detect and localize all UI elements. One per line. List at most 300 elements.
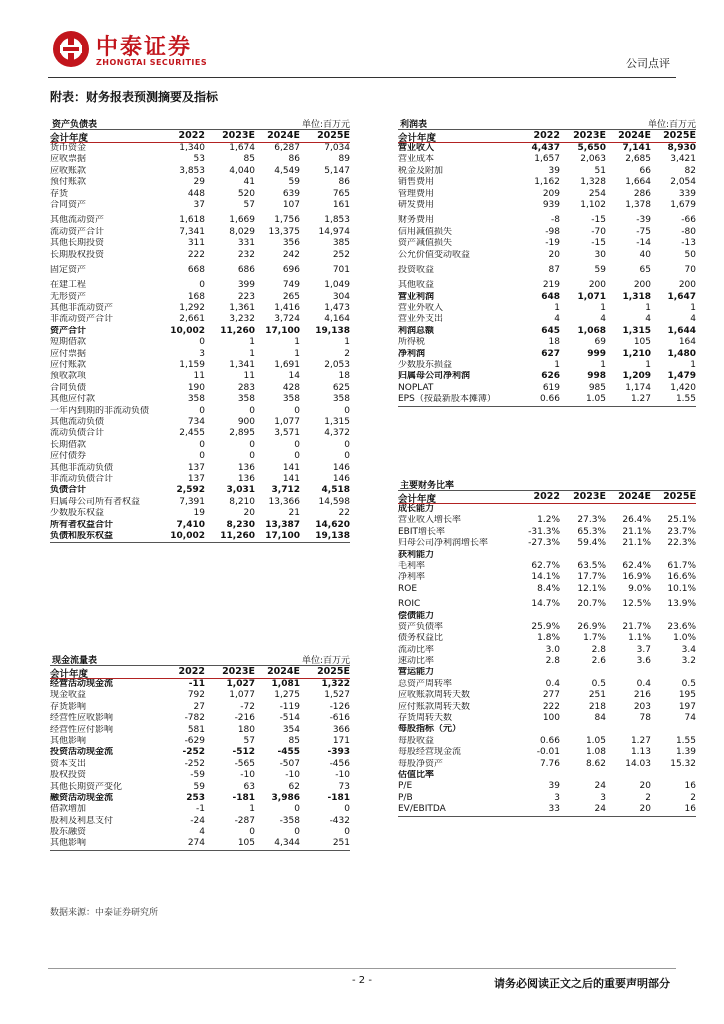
- row-label: 其他非流动资产: [50, 303, 114, 314]
- row-value: 625: [332, 382, 350, 393]
- row-value: 85: [243, 154, 255, 165]
- row-value: -19: [545, 238, 560, 249]
- row-value: 222: [542, 701, 560, 712]
- table-row: [398, 238, 696, 249]
- row-value: 62.7%: [531, 560, 560, 571]
- row-value: 105: [633, 337, 651, 348]
- row-value: 1,275: [274, 690, 300, 701]
- table-row: [50, 497, 350, 508]
- row-value: 304: [332, 291, 350, 302]
- row-value: -287: [234, 815, 255, 826]
- row-value: 1,420: [670, 382, 696, 393]
- row-value: -782: [184, 713, 205, 724]
- table-row: [398, 227, 696, 238]
- row-label: 投资活动现金流: [50, 747, 114, 758]
- column-header-year: 2025E: [663, 130, 696, 141]
- row-label: 流动负债合计: [50, 428, 105, 439]
- page-header: [0, 0, 724, 80]
- row-value: 7,034: [324, 143, 350, 153]
- row-value: 385: [332, 238, 350, 249]
- row-value: 1,027: [226, 679, 255, 689]
- row-value: 63.5%: [577, 560, 606, 571]
- row-label: 应收账款: [50, 165, 87, 176]
- row-value: 4,518: [321, 485, 350, 496]
- row-value: 39: [548, 781, 560, 792]
- table-row: [50, 816, 350, 827]
- row-value: 277: [542, 690, 560, 701]
- table-row: [50, 189, 350, 200]
- row-label: 少数股东权益: [50, 508, 105, 519]
- row-value: 4,164: [324, 314, 350, 325]
- row-label: 营业外收入: [398, 303, 444, 314]
- row-value: 2,895: [229, 428, 255, 439]
- row-value: 1.1%: [628, 633, 651, 644]
- row-label: 合同负债: [50, 382, 87, 393]
- table-row: [398, 143, 696, 154]
- row-label: 应收账款周转天数: [398, 690, 471, 701]
- table-row: [50, 143, 350, 154]
- row-value: 339: [678, 188, 696, 199]
- row-value: 3,853: [179, 165, 205, 176]
- row-value: 4: [645, 314, 651, 325]
- row-value: 65.3%: [577, 526, 606, 537]
- table-row: [50, 227, 350, 238]
- row-value: 1,315: [622, 325, 651, 336]
- row-value: 69: [594, 337, 606, 348]
- table-row: [398, 690, 696, 701]
- income-statement-table: [398, 116, 696, 407]
- row-label: 归属母公司所有者权益: [50, 496, 141, 507]
- row-value: 22.3%: [667, 538, 696, 549]
- row-value: 18: [548, 337, 560, 348]
- row-value: 1.27: [630, 394, 651, 405]
- row-value: 137: [187, 462, 205, 473]
- row-value: 0.66: [539, 394, 560, 405]
- row-label: 营运能力: [398, 667, 435, 678]
- row-value: 136: [237, 462, 255, 473]
- row-value: 20: [243, 508, 255, 519]
- table-row: [398, 736, 696, 747]
- table-row: [398, 394, 696, 406]
- table-row: [398, 326, 696, 337]
- row-value: [560, 504, 606, 515]
- row-label: 非流动负债合计: [50, 473, 114, 484]
- table-title: 资产负债表: [52, 120, 98, 130]
- row-value: 17,100: [265, 530, 300, 541]
- table-title-bar: [50, 116, 350, 130]
- row-label: 净利润: [398, 348, 426, 359]
- row-value: 136: [237, 473, 255, 484]
- row-label: 归属母公司净利润: [398, 371, 471, 382]
- column-header-year: 2024E: [618, 491, 651, 502]
- row-value: 1,527: [324, 690, 350, 701]
- row-value: 4,549: [274, 165, 300, 176]
- row-value: 13,366: [268, 496, 300, 507]
- row-value: 33: [548, 804, 560, 815]
- row-value: 37: [193, 199, 205, 210]
- table-header-row: [50, 130, 350, 143]
- row-value: 218: [588, 701, 606, 712]
- table-row: [50, 337, 350, 348]
- row-value: 0.66: [539, 735, 560, 746]
- row-label: 信用减值损失: [398, 226, 453, 237]
- row-value: 0.4: [636, 678, 651, 689]
- table-row: [398, 265, 696, 276]
- row-value: 3,421: [670, 154, 696, 165]
- row-value: [606, 770, 651, 781]
- table-row: [50, 360, 350, 371]
- row-value: 0: [294, 451, 300, 462]
- row-value: -216: [234, 713, 255, 724]
- row-value: 639: [282, 188, 300, 199]
- row-label: 预收款项: [50, 371, 87, 382]
- row-value: -15: [591, 215, 606, 226]
- table-row: [50, 238, 350, 249]
- row-value: 0: [199, 451, 205, 462]
- row-value: -72: [240, 701, 255, 712]
- row-value: 1,853: [324, 215, 350, 226]
- column-header-year: 2022: [178, 130, 205, 141]
- table-row: [398, 314, 696, 325]
- row-label: 预付账款: [50, 177, 87, 188]
- table-row: [398, 656, 696, 667]
- table-row: [398, 215, 696, 226]
- row-label: 一年内到期的非流动负债: [50, 405, 150, 416]
- table-row: [398, 804, 696, 816]
- row-value: 1,618: [179, 215, 205, 226]
- row-label: 利润总额: [398, 325, 435, 336]
- row-value: 331: [237, 238, 255, 249]
- table-row: [50, 838, 350, 850]
- row-value: 1,077: [274, 416, 300, 427]
- table-row: [50, 371, 350, 382]
- row-value: 200: [633, 280, 651, 291]
- row-label: 融资活动现金流: [50, 792, 114, 803]
- row-label: 每股经营现金流: [398, 747, 462, 758]
- row-value: 39: [548, 165, 560, 176]
- table-row: [398, 599, 696, 610]
- table-row: [50, 531, 350, 543]
- row-value: 24: [594, 804, 606, 815]
- table-header-row: [398, 491, 696, 504]
- document-type: 公司点评: [626, 57, 670, 70]
- row-value: 1: [690, 303, 696, 314]
- row-value: 87: [548, 264, 560, 275]
- row-value: -1: [196, 804, 205, 815]
- row-value: 1,473: [324, 303, 350, 314]
- row-label: 每股收益: [398, 735, 435, 746]
- row-value: 7,391: [179, 496, 205, 507]
- row-value: -31.3%: [528, 526, 560, 537]
- row-label: P/B: [398, 792, 413, 803]
- row-value: 232: [237, 249, 255, 260]
- row-value: 5,650: [577, 143, 606, 153]
- column-header-year: 2022: [178, 666, 205, 677]
- row-label: 毛利率: [398, 560, 426, 571]
- column-header-year: 2025E: [317, 130, 350, 141]
- row-label: 股权投资: [50, 770, 87, 781]
- row-value: 223: [237, 291, 255, 302]
- table-row: [50, 508, 350, 519]
- table-row: [398, 622, 696, 633]
- row-value: 283: [237, 382, 255, 393]
- row-value: -514: [279, 713, 300, 724]
- table-row: [50, 292, 350, 303]
- row-value: 11: [243, 371, 255, 382]
- table-row: [398, 770, 696, 781]
- row-label: 经营活动现金流: [50, 679, 114, 689]
- row-value: 520: [237, 188, 255, 199]
- row-label: ROIC: [398, 599, 421, 610]
- row-value: 0: [249, 405, 255, 416]
- row-value: -181: [327, 792, 350, 803]
- row-label: 营业收入增长率: [398, 515, 462, 526]
- row-value: 86: [288, 154, 300, 165]
- table-row: [50, 690, 350, 701]
- row-value: 22: [338, 508, 350, 519]
- brand-name-en: ZHONGTAI SECURITIES: [96, 58, 208, 67]
- row-value: 195: [678, 690, 696, 701]
- row-value: 765: [332, 188, 350, 199]
- row-value: 286: [633, 188, 651, 199]
- row-value: 62.4%: [622, 560, 651, 571]
- row-value: 1: [690, 360, 696, 371]
- row-label: 负债合计: [50, 485, 87, 496]
- row-value: 3.6: [636, 656, 651, 667]
- row-value: 70: [684, 264, 696, 275]
- row-value: 0: [294, 439, 300, 450]
- cashflow-table: [50, 652, 350, 851]
- row-value: 164: [678, 337, 696, 348]
- balance-sheet-table: [50, 116, 350, 543]
- row-value: 18: [338, 371, 350, 382]
- row-value: -358: [279, 815, 300, 826]
- row-label: 在建工程: [50, 280, 87, 291]
- row-label: ROE: [398, 583, 418, 594]
- row-value: 1,416: [274, 303, 300, 314]
- row-value: 8.62: [585, 758, 606, 769]
- row-value: 26.9%: [577, 621, 606, 632]
- table-row: [50, 770, 350, 781]
- column-header-label: 会计年度: [50, 133, 89, 142]
- row-value: -10: [240, 770, 255, 781]
- row-value: 13.9%: [667, 599, 696, 610]
- row-value: 1,657: [534, 154, 560, 165]
- table-row: [50, 725, 350, 736]
- row-value: 0.4: [545, 678, 560, 689]
- table-row: [50, 782, 350, 793]
- row-value: 3.2: [681, 656, 696, 667]
- row-value: 10,002: [170, 325, 205, 336]
- row-value: 7,341: [179, 226, 205, 237]
- row-label: 短期借款: [50, 337, 87, 348]
- row-label: 长期股权投资: [50, 249, 105, 260]
- row-label: 合同资产: [50, 199, 87, 210]
- row-value: 1.05: [585, 394, 606, 405]
- row-value: 4,372: [324, 428, 350, 439]
- row-value: 1,756: [274, 215, 300, 226]
- row-value: 8,029: [229, 226, 255, 237]
- table-row: [398, 679, 696, 690]
- row-value: -565: [234, 758, 255, 769]
- row-value: 17.7%: [577, 572, 606, 583]
- table-row: [50, 303, 350, 314]
- row-value: 1: [600, 360, 606, 371]
- row-value: 252: [332, 249, 350, 260]
- row-label: EPS（按最新股本摊薄）: [398, 394, 496, 405]
- table-row: [398, 166, 696, 177]
- table-title: 主要财务比率: [400, 481, 455, 491]
- row-label: 净利率: [398, 572, 426, 583]
- row-value: 17,100: [265, 325, 300, 336]
- table-row: [50, 428, 350, 439]
- row-value: 1,691: [274, 360, 300, 371]
- row-value: 23.7%: [667, 526, 696, 537]
- row-value: 366: [332, 724, 350, 735]
- row-label: EBIT增长率: [398, 526, 446, 537]
- table-row: [50, 451, 350, 462]
- table-row: [50, 702, 350, 713]
- row-value: [651, 770, 696, 781]
- row-value: 2,054: [670, 177, 696, 188]
- disclaimer-link[interactable]: 请务必阅读正文之后的重要声明部分: [494, 977, 670, 990]
- row-value: 11: [193, 371, 205, 382]
- row-label: 速动比率: [398, 656, 435, 667]
- table-title-bar: [50, 652, 350, 666]
- row-value: -15: [591, 238, 606, 249]
- table-row: [398, 292, 696, 303]
- row-value: -456: [329, 758, 350, 769]
- row-value: [606, 724, 651, 735]
- row-value: 21.1%: [622, 538, 651, 549]
- row-label: 货币资金: [50, 143, 87, 153]
- row-value: 0: [344, 804, 350, 815]
- table-row: [398, 645, 696, 656]
- row-label: 归母公司净利润增长率: [398, 538, 489, 549]
- row-value: 2,455: [179, 428, 205, 439]
- row-value: 253: [186, 792, 205, 803]
- row-value: 701: [332, 264, 350, 275]
- row-value: 939: [542, 199, 560, 210]
- row-value: 734: [187, 416, 205, 427]
- row-value: 900: [237, 416, 255, 427]
- table-row: [50, 154, 350, 165]
- row-value: 1,162: [534, 177, 560, 188]
- footer-divider: [48, 968, 676, 969]
- row-value: 161: [332, 199, 350, 210]
- row-value: 1,071: [577, 291, 606, 302]
- row-label: 营业外支出: [398, 314, 444, 325]
- row-label: 股东融资: [50, 827, 87, 838]
- row-value: 1,480: [667, 348, 696, 359]
- row-value: 1,679: [670, 199, 696, 210]
- row-value: [518, 550, 560, 561]
- row-value: 4,437: [531, 143, 560, 153]
- table-row: [398, 337, 696, 348]
- row-value: -119: [279, 701, 300, 712]
- row-value: 200: [678, 280, 696, 291]
- row-value: [651, 550, 696, 561]
- row-value: 1,674: [229, 143, 255, 153]
- row-label: 应付账款: [50, 360, 87, 371]
- table-row: [398, 702, 696, 713]
- row-value: 0: [294, 405, 300, 416]
- row-value: 19,138: [315, 325, 350, 336]
- row-value: 59: [594, 264, 606, 275]
- table-row: [398, 781, 696, 792]
- row-value: 1.55: [675, 735, 696, 746]
- row-value: 358: [237, 394, 255, 405]
- row-value: 10,002: [170, 530, 205, 541]
- table-row: [50, 177, 350, 188]
- table-row: [50, 314, 350, 325]
- row-value: 27.3%: [577, 515, 606, 526]
- row-value: 0: [249, 827, 255, 838]
- row-value: 0: [249, 439, 255, 450]
- row-value: 1.2%: [537, 515, 560, 526]
- row-value: 100: [542, 713, 560, 724]
- row-label: 应付票据: [50, 348, 87, 359]
- row-value: 1.0%: [673, 633, 696, 644]
- row-label: 管理费用: [398, 188, 435, 199]
- row-value: 1: [645, 303, 651, 314]
- row-value: 4: [690, 314, 696, 325]
- table-header-row: [50, 666, 350, 679]
- row-value: 51: [594, 165, 606, 176]
- row-label: 存货: [50, 188, 69, 199]
- row-value: 180: [237, 724, 255, 735]
- row-value: 668: [187, 264, 205, 275]
- row-value: 14,598: [318, 496, 350, 507]
- row-value: 13,375: [268, 226, 300, 237]
- row-value: 146: [332, 473, 350, 484]
- table-row: [50, 394, 350, 405]
- column-header-year: 2025E: [663, 491, 696, 502]
- row-value: 1.55: [675, 394, 696, 405]
- row-value: -27.3%: [528, 538, 560, 549]
- row-value: 74: [684, 713, 696, 724]
- table-row: [398, 371, 696, 382]
- table-row: [50, 827, 350, 838]
- row-value: -181: [232, 792, 255, 803]
- row-value: 7,141: [622, 143, 651, 153]
- row-value: 428: [282, 382, 300, 393]
- row-value: 141: [282, 462, 300, 473]
- row-value: 1: [554, 360, 560, 371]
- row-value: 0: [199, 280, 205, 291]
- row-value: 84: [594, 713, 606, 724]
- row-label: 其他长期投资: [50, 238, 105, 249]
- row-value: 3.4: [681, 644, 696, 655]
- row-value: 985: [588, 382, 606, 393]
- row-value: 203: [633, 701, 651, 712]
- table-row: [398, 177, 696, 188]
- row-value: 19,138: [315, 530, 350, 541]
- table-title-bar: [398, 116, 696, 130]
- row-value: 1,068: [577, 325, 606, 336]
- row-label: 其他应付款: [50, 394, 96, 405]
- table-row: [50, 463, 350, 474]
- row-value: 1,361: [229, 303, 255, 314]
- table-row: [50, 166, 350, 177]
- row-value: 254: [588, 188, 606, 199]
- table-unit: 单位:百万元: [647, 120, 696, 130]
- row-value: 29: [193, 177, 205, 188]
- column-header-label: 会计年度: [398, 133, 437, 142]
- row-value: 1,102: [580, 199, 606, 210]
- row-value: [560, 611, 606, 622]
- row-value: 0: [294, 804, 300, 815]
